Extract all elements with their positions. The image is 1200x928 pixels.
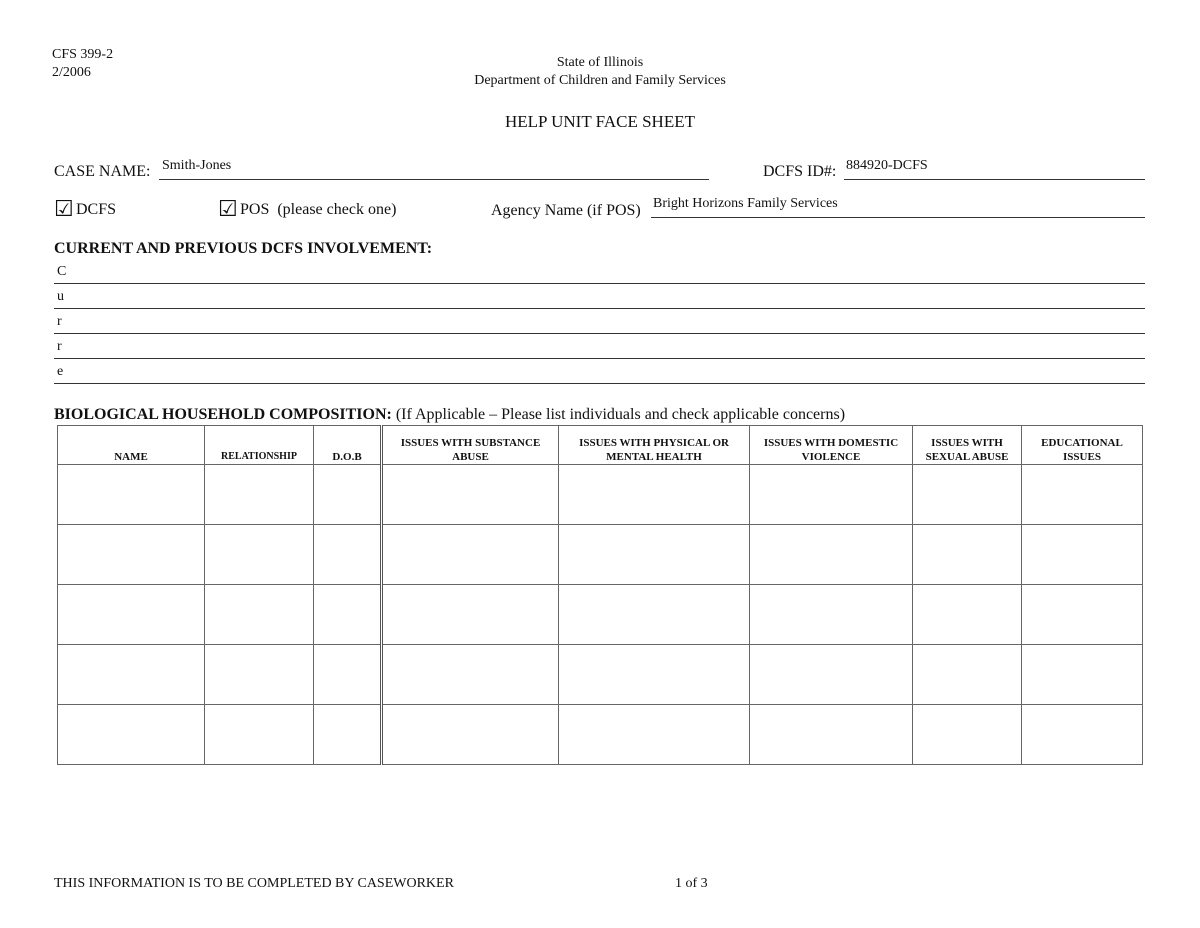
pos-option[interactable] bbox=[218, 196, 397, 221]
substance-abuse-cell[interactable] bbox=[382, 705, 559, 765]
domestic-violence-cell[interactable] bbox=[750, 705, 913, 765]
household-header-row bbox=[58, 426, 1143, 465]
name-cell[interactable] bbox=[58, 645, 205, 705]
case-name-value: Smith-Jones bbox=[162, 158, 232, 173]
involvement-line[interactable] bbox=[54, 358, 1145, 384]
name-cell[interactable] bbox=[58, 585, 205, 645]
form-number: CFS 399-2 bbox=[52, 47, 114, 62]
col-header-educational-issues: EDUCATIONAL ISSUES bbox=[1022, 426, 1143, 465]
involvement-line[interactable] bbox=[54, 333, 1145, 359]
agency-name-field[interactable] bbox=[651, 194, 1145, 218]
domestic-violence-cell[interactable] bbox=[750, 465, 913, 525]
sexual-abuse-cell[interactable] bbox=[913, 645, 1022, 705]
dob-cell[interactable] bbox=[314, 705, 382, 765]
educational-issues-cell[interactable] bbox=[1022, 705, 1143, 765]
table-row bbox=[58, 465, 1143, 525]
physical-mental-health-cell[interactable] bbox=[559, 525, 750, 585]
sexual-abuse-cell[interactable] bbox=[913, 525, 1022, 585]
dcfs-option-label: DCFS bbox=[76, 201, 117, 218]
household-section-heading bbox=[54, 406, 845, 424]
table-row bbox=[58, 645, 1143, 705]
agency-line-state: State of Illinois bbox=[556, 55, 644, 70]
table-row bbox=[58, 585, 1143, 645]
page-title: HELP UNIT FACE SHEET bbox=[505, 112, 695, 131]
involvement-line-text: C bbox=[57, 264, 67, 279]
involvement-line-text: e bbox=[57, 364, 64, 379]
involvement-line-text: u bbox=[57, 289, 64, 304]
involvement-line[interactable] bbox=[54, 258, 1145, 284]
educational-issues-cell[interactable] bbox=[1022, 645, 1143, 705]
agency-name-value: Bright Horizons Family Services bbox=[653, 196, 838, 211]
involvement-line[interactable] bbox=[54, 283, 1145, 309]
involvement-section-title: CURRENT AND PREVIOUS DCFS INVOLVEMENT: bbox=[54, 240, 433, 257]
involvement-line[interactable] bbox=[54, 308, 1145, 334]
col-header-sexual-abuse: ISSUES WITH SEXUAL ABUSE bbox=[913, 426, 1022, 465]
relationship-cell[interactable] bbox=[205, 645, 314, 705]
domestic-violence-cell[interactable] bbox=[750, 645, 913, 705]
substance-abuse-cell[interactable] bbox=[382, 645, 559, 705]
domestic-violence-cell[interactable] bbox=[750, 585, 913, 645]
dob-cell[interactable] bbox=[314, 465, 382, 525]
name-cell[interactable] bbox=[58, 705, 205, 765]
physical-mental-health-cell[interactable] bbox=[559, 585, 750, 645]
col-header-relationship: RELATIONSHIP bbox=[205, 426, 314, 465]
page-number: 1 of 3 bbox=[675, 876, 708, 891]
substance-abuse-cell[interactable] bbox=[382, 585, 559, 645]
educational-issues-cell[interactable] bbox=[1022, 465, 1143, 525]
substance-abuse-cell[interactable] bbox=[382, 465, 559, 525]
domestic-violence-cell[interactable] bbox=[750, 525, 913, 585]
name-cell[interactable] bbox=[58, 525, 205, 585]
name-cell[interactable] bbox=[58, 465, 205, 525]
agency-name-label: Agency Name (if POS) bbox=[491, 202, 641, 219]
dcfs-id-label: DCFS ID#: bbox=[763, 163, 837, 180]
dob-cell[interactable] bbox=[314, 525, 382, 585]
dcfs-id-value: 884920-DCFS bbox=[846, 158, 928, 173]
dcfs-option[interactable] bbox=[54, 196, 117, 221]
physical-mental-health-cell[interactable] bbox=[559, 645, 750, 705]
dob-cell[interactable] bbox=[314, 585, 382, 645]
dob-cell[interactable] bbox=[314, 645, 382, 705]
pos-checkbox-checked-icon[interactable]: ☑ bbox=[218, 196, 238, 221]
dcfs-id-field[interactable] bbox=[844, 156, 1145, 180]
table-row bbox=[58, 705, 1143, 765]
sexual-abuse-cell[interactable] bbox=[913, 705, 1022, 765]
col-header-physical-mental-health: ISSUES WITH PHYSICAL OR MENTAL HEALTH bbox=[559, 426, 750, 465]
household-table bbox=[57, 425, 1143, 765]
case-name-label: CASE NAME: bbox=[54, 163, 151, 180]
sexual-abuse-cell[interactable] bbox=[913, 465, 1022, 525]
involvement-line-text: r bbox=[57, 339, 62, 354]
col-header-substance-abuse: ISSUES WITH SUBSTANCE ABUSE bbox=[382, 426, 559, 465]
household-section-note: (If Applicable – Please list individuals and check applicable concerns) bbox=[391, 406, 846, 423]
physical-mental-health-cell[interactable] bbox=[559, 705, 750, 765]
agency-line-department: Department of Children and Family Services bbox=[474, 73, 726, 88]
sexual-abuse-cell[interactable] bbox=[913, 585, 1022, 645]
involvement-line-text: r bbox=[57, 314, 62, 329]
col-header-domestic-violence: ISSUES WITH DOMESTIC VIOLENCE bbox=[750, 426, 913, 465]
physical-mental-health-cell[interactable] bbox=[559, 465, 750, 525]
relationship-cell[interactable] bbox=[205, 585, 314, 645]
relationship-cell[interactable] bbox=[205, 525, 314, 585]
educational-issues-cell[interactable] bbox=[1022, 525, 1143, 585]
col-header-dob: D.O.B bbox=[314, 426, 382, 465]
educational-issues-cell[interactable] bbox=[1022, 585, 1143, 645]
pos-option-label: POS (please check one) bbox=[240, 201, 397, 218]
col-header-name: NAME bbox=[58, 426, 205, 465]
footer-instruction: THIS INFORMATION IS TO BE COMPLETED BY CASEWORKER bbox=[54, 876, 454, 891]
case-name-field[interactable] bbox=[159, 156, 709, 180]
household-section-title: BIOLOGICAL HOUSEHOLD COMPOSITION: bbox=[54, 406, 392, 423]
agency-header bbox=[0, 54, 1200, 90]
form-date: 2/2006 bbox=[52, 65, 91, 80]
relationship-cell[interactable] bbox=[205, 705, 314, 765]
substance-abuse-cell[interactable] bbox=[382, 525, 559, 585]
table-row bbox=[58, 525, 1143, 585]
relationship-cell[interactable] bbox=[205, 465, 314, 525]
dcfs-checkbox-checked-icon[interactable]: ☑ bbox=[54, 196, 74, 221]
